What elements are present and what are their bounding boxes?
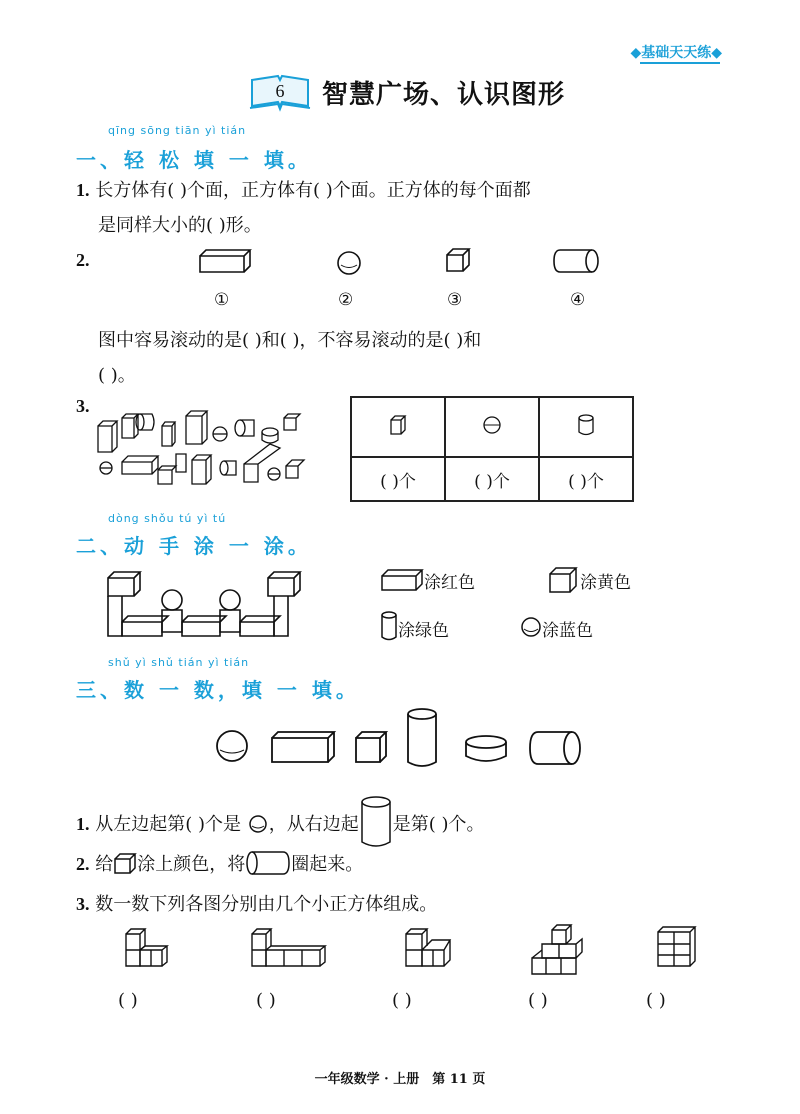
cube-stack-5 [654, 922, 700, 974]
sphere-legend-icon [520, 616, 542, 638]
cube-shape [444, 246, 472, 276]
s1-q1-line2: 是同样大小的( )形。 [98, 215, 262, 236]
answer-cell-cube[interactable]: ( )个 [351, 457, 445, 501]
legend-yellow: 涂黄色 [580, 573, 631, 593]
book-icon [248, 72, 312, 112]
count-table [350, 396, 634, 502]
section3-heading: 三、数 一 数，填 一 填。 [76, 678, 360, 702]
section1-pinyin: qīng sōng tiān yì tián [108, 124, 247, 137]
page-title: 智慧广场、认识图形 [322, 80, 566, 110]
cube-inline-icon [113, 852, 137, 874]
section2-pinyin: dòng shǒu tú yì tú [108, 512, 227, 525]
s1-question-1: 1. 长方体有( )个面，正方体有( )个面。正方体的每个面都 [76, 180, 531, 201]
cube-stack-3 [402, 922, 454, 974]
s1-q2-line2: ( )。 [98, 365, 136, 386]
legend-blue: 涂蓝色 [542, 621, 593, 641]
answer-blank-1[interactable]: ( ) [118, 990, 138, 1011]
series-badge: ◆基础天天练◆ [630, 45, 722, 61]
s1-question-3: 3. [76, 396, 90, 416]
answer-blank-4[interactable]: ( ) [528, 990, 548, 1011]
cuboid-shape [196, 246, 252, 276]
answer-cell-sphere[interactable]: ( )个 [445, 457, 539, 501]
table-header-cylinder [539, 397, 633, 457]
s1-q1-line1: 长方体有( )个面，正方体有( )个面。正方体的每个面都 [95, 180, 531, 201]
sphere-inline-icon [247, 814, 269, 834]
cylinder-legend-icon [380, 610, 398, 642]
s3-question-1: 1. 从左边起第( )个是 ，从右边起 是第( )个。 [76, 794, 485, 850]
label-1: ① [214, 290, 230, 310]
shape-row [212, 706, 592, 772]
label-3: ③ [447, 290, 463, 310]
table-header-sphere [445, 397, 539, 457]
cuboid-legend-icon [380, 568, 424, 592]
cube-legend-icon [548, 566, 578, 594]
s3-question-2: 2. 给 涂上颜色，将 圈起来。 [76, 850, 363, 876]
answer-blank-2[interactable]: ( ) [256, 990, 276, 1011]
legend-green: 涂绿色 [398, 621, 449, 641]
cylinder-inline-icon [359, 794, 393, 850]
table-header-cube [351, 397, 445, 457]
section2-heading: 二、动 手 涂 一 涂。 [76, 534, 312, 558]
section1-heading: 一、轻 松 填 一 填。 [76, 148, 312, 172]
answer-blank-3[interactable]: ( ) [392, 990, 412, 1011]
lesson-number: 6 [275, 81, 285, 101]
block-bridge-figure[interactable] [104, 566, 304, 642]
cube-stack-2 [248, 922, 328, 974]
badge-underline [640, 62, 720, 64]
s1-question-2: 2. [76, 250, 90, 270]
answer-blank-5[interactable]: ( ) [646, 990, 666, 1011]
page-footer: 一年级数学 · 上册 第 11 页 [314, 1072, 486, 1087]
label-4: ④ [570, 290, 586, 310]
label-2: ② [338, 290, 354, 310]
section3-pinyin: shǔ yì shǔ tián yì tián [108, 656, 250, 669]
s3-question-3: 3. 数一数下列各图分别由几个小正方体组成。 [76, 894, 438, 915]
legend-red: 涂红色 [424, 573, 475, 593]
s1-q2-line1: 图中容易滚动的是( )和( )，不容易滚动的是( )和 [98, 330, 482, 351]
mixed-solids-pile [94, 404, 314, 490]
cylinder-shape [552, 248, 602, 278]
cube-stack-1 [122, 922, 174, 974]
cube-stack-4 [528, 922, 590, 978]
cylinder-lying-inline-icon [245, 850, 291, 876]
sphere-shape [336, 250, 364, 278]
answer-cell-cylinder[interactable]: ( )个 [539, 457, 633, 501]
